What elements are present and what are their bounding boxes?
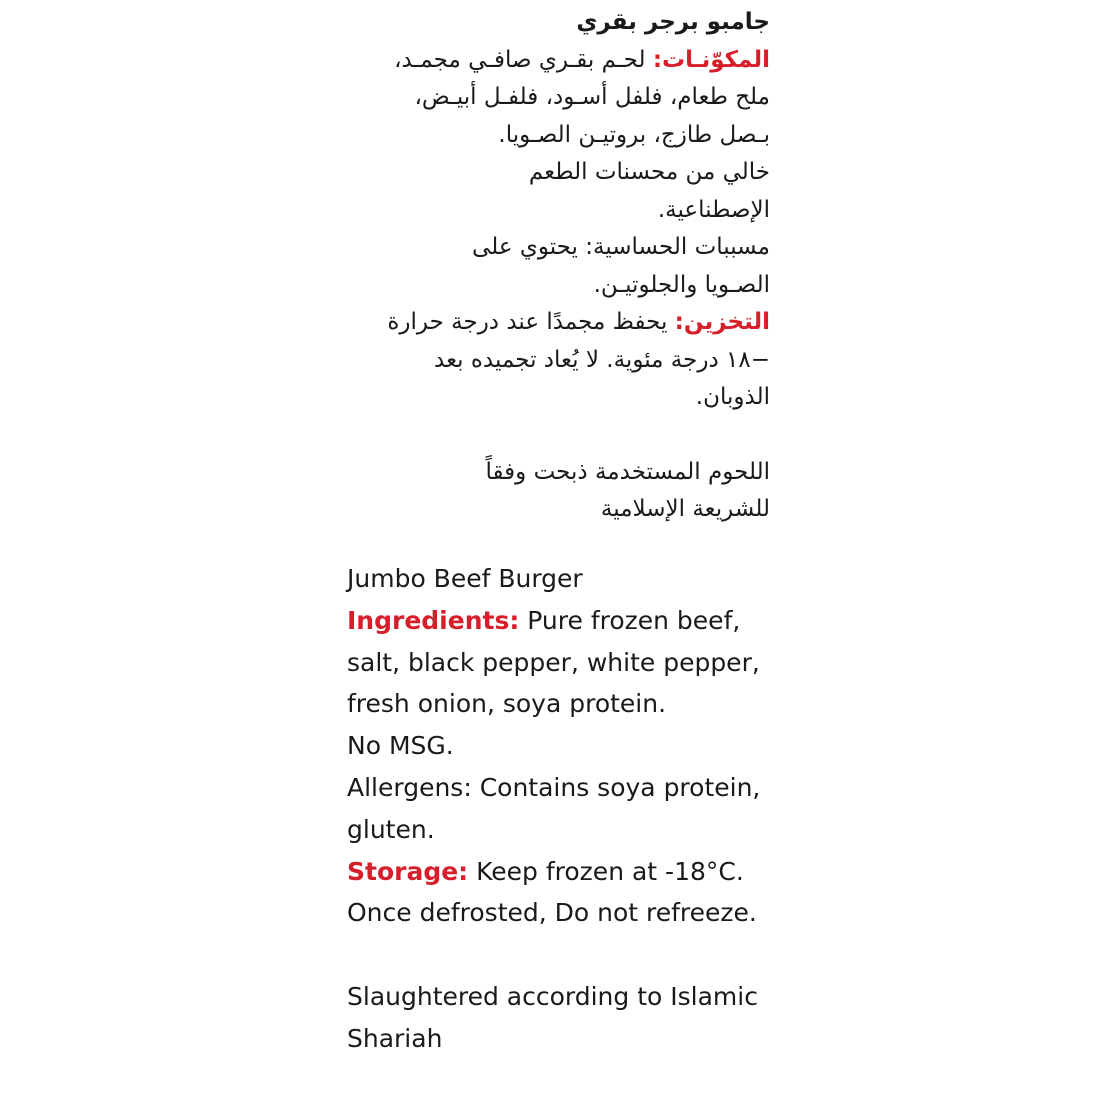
english-storage-label: Storage: <box>347 856 469 886</box>
english-ingredients-label: Ingredients: <box>347 605 520 635</box>
arabic-msg-line-1: خالي من محسنات الطعم <box>528 159 770 185</box>
arabic-storage-line-3: الذوبان. <box>695 384 770 410</box>
english-msg-line: No MSG. <box>347 731 454 761</box>
arabic-storage-text: يحفظ مجمدًا عند درجة حرارة <box>387 309 675 335</box>
arabic-product-title: جامبو برجر بقري <box>576 9 770 35</box>
english-ingredients-line-2: salt, black pepper, white pepper, <box>347 647 760 677</box>
english-label-block <box>347 558 807 1060</box>
arabic-label-block <box>320 4 770 529</box>
english-spacer <box>347 934 807 976</box>
arabic-halal-line-1: اللحوم المستخدمة ذبحت وفقاً <box>485 458 770 485</box>
english-storage-line <box>347 851 807 893</box>
english-halal-line-2: Shariah <box>347 1023 443 1053</box>
english-halal-line-1: Slaughtered according to Islamic <box>347 982 758 1012</box>
arabic-storage-line-2: −١٨ درجة مئوية. لا يُعاد تجميده بعد <box>434 346 770 373</box>
english-ingredients-line-3: fresh onion, soya protein. <box>347 689 667 719</box>
arabic-allergens-line-2: الصـويا والجلوتيـن. <box>593 271 770 298</box>
english-product-title: Jumbo Beef Burger <box>347 564 583 593</box>
english-ingredients-text: Pure frozen beef, <box>519 605 741 635</box>
english-allergens-line-1: Allergens: Contains soya protein, <box>347 772 761 802</box>
arabic-ingredients-line-3: بـصل طازج، بروتيـن الصـويا. <box>498 121 770 148</box>
arabic-ingredients-text: لحـم بقـري صافـي مجمـد، <box>394 46 653 73</box>
english-storage-text: Keep frozen at -18°C. <box>468 856 744 886</box>
english-storage-line-2: Once defrosted, Do not refreeze. <box>347 898 757 928</box>
arabic-msg-line-2: الإصطناعية. <box>657 196 770 223</box>
english-allergens-line-2: gluten. <box>347 814 435 844</box>
arabic-halal-line-2: للشريعة الإسلامية <box>600 496 770 522</box>
arabic-ingredients-line-2: ملح طعام، فلفل أسـود، فلفـل أبيـض، <box>414 84 770 110</box>
arabic-allergens-line-1: مسببات الحساسية: يحتوي على <box>472 234 770 260</box>
arabic-storage-label: التخزين: <box>674 309 770 335</box>
arabic-ingredients-line <box>320 42 770 80</box>
arabic-storage-line <box>320 304 770 342</box>
english-ingredients-line <box>347 600 807 642</box>
arabic-spacer <box>320 417 770 454</box>
arabic-ingredients-label: المكوّنـات: <box>652 46 770 73</box>
